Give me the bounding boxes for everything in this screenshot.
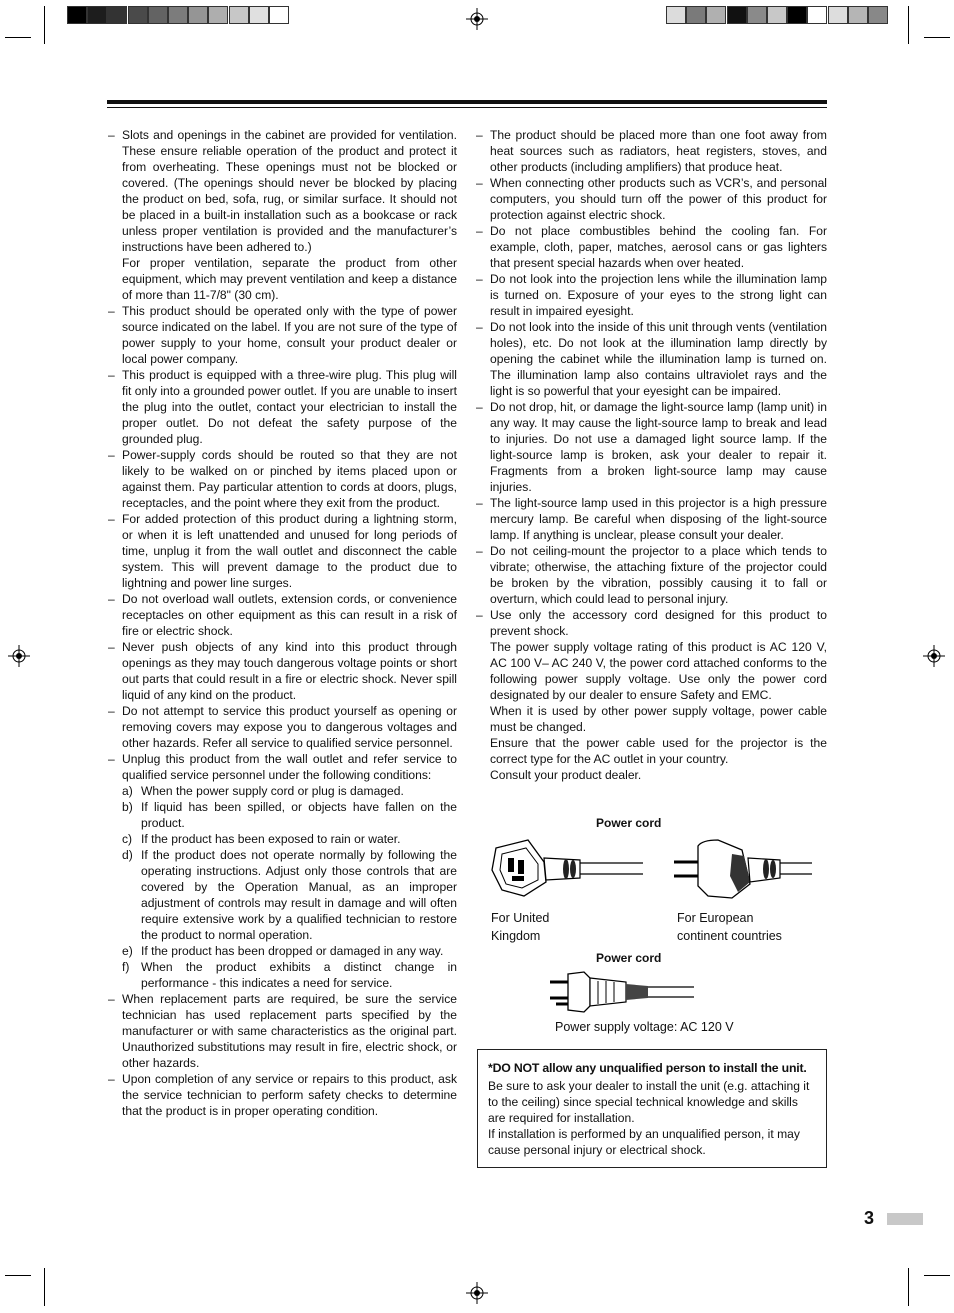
list-item: – Use only the accessory cord designed for this product to prevent shock. (476, 608, 827, 638)
list-item: – Do not drop, hit, or damage the light-source lamp (lamp unit) in any way. It may cause the light-source lamp to break and lead to injuries. Do not use a damaged light source lamp. If the light-source lamp is broken, ask your dealer to repair it. Fragments from a broken light-source lamp may cause injuries. (476, 400, 827, 494)
color-swatch (67, 6, 87, 24)
registration-mark-icon (8, 645, 30, 667)
list-item-continuation: When it is used by other power supply voltage, power cable must be changed. (490, 704, 827, 734)
crop-mark (924, 1275, 950, 1276)
list-item: – Do not place combustibles behind the cooling fan. For example, cloth, paper, matches, aerosol cans or gas lighters that present special hazards when over heated. (476, 224, 827, 270)
registration-mark-icon (923, 645, 945, 667)
crop-mark (908, 1268, 909, 1306)
color-swatch (848, 6, 868, 24)
color-swatch (666, 6, 686, 24)
list-item: – Do not attempt to service this product yourself as opening or removing covers may expose you to dangerous voltages and other hazards. Refer all service to qualified service personnel. (108, 704, 457, 750)
crop-mark (924, 37, 950, 38)
condition-item: d) If the product does not operate normally by following the operating instructions. Adjust only those controls that are covered by the Operation Manual, as an improper adjustment of controls may result in damage and will often require extensive work by a qualified technician to restore the product to normal operation. (122, 848, 457, 942)
list-item: – When connecting other products such as VCR’s, and personal computers, you should turn off the power of this product for protection against electric shock. (476, 176, 827, 222)
power-cord-label: Power cord (596, 951, 662, 965)
page-number-bar (887, 1213, 923, 1225)
list-item: – When replacement parts are required, be sure the service technician has used replacement parts specified by the manufacturer or with same characteristics as the original part. Unauthorized substitutions may result in fire, electric shock, or other hazards. (108, 992, 457, 1070)
color-swatch (107, 6, 127, 24)
color-swatch (767, 6, 787, 24)
registration-mark-icon (466, 1282, 488, 1304)
us-plug-illustration (548, 968, 698, 1016)
color-swatch (208, 6, 228, 24)
color-swatch (128, 6, 148, 24)
color-swatch (828, 6, 848, 24)
list-item: – Power-supply cords should be routed so that they are not likely to be walked on or pinched by items placed upon or against them. Pay particular attention to cords at doors, plugs, receptacles, and the point where they exit from the product. (108, 448, 457, 510)
color-swatch (807, 6, 827, 24)
condition-item: b) If liquid has been spilled, or objects have fallen on the product. (122, 800, 457, 830)
color-swatch (686, 6, 706, 24)
list-item: – Do not ceiling-mount the projector to a place which tends to vibrate; otherwise, the attaching fixture of the projector could be broken by the vibration, possibly causing it to fall or overturn, which could lead to personal injury. (476, 544, 827, 606)
header-rule-thick (107, 100, 827, 104)
crop-mark (5, 1275, 31, 1276)
list-item: – For added protection of this product during a lightning storm, or when it is left unattended and unused for long periods of time, unplug it from the wall outlet and disconnect the cable system. This will prevent damage to the product due to lightning and power line surges. (108, 512, 457, 590)
list-item: – Do not look into the projection lens while the illumination lamp is turned on. Exposure of your eyes to the strong light can result in impaired eyesight. (476, 272, 827, 318)
color-swatch (249, 6, 269, 24)
color-swatch (727, 6, 747, 24)
list-item-continuation: The power supply voltage rating of this product is AC 120 V, AC 100 V– AC 240 V, the power cord attached conforms to the following power supply voltage. Use only the power cord designated by our dealer to ensure Safety and EMC. (490, 640, 827, 702)
condition-item: f) When the product exhibits a distinct change in performance - this indicates a need for service. (122, 960, 457, 990)
eu-plug-illustration (672, 836, 816, 902)
color-swatch (168, 6, 188, 24)
warning-paragraph: If installation is performed by an unqualified person, it may cause personal injury or electrical shock. (488, 1127, 800, 1157)
color-swatch (87, 6, 107, 24)
left-column (108, 127, 457, 1119)
crop-mark (908, 6, 909, 44)
list-item: – The product should be placed more than one foot away from heat sources such as radiators, heat registers, stoves, and other products (including amplifiers) that produce heat. (476, 128, 827, 174)
uk-plug-illustration (488, 836, 648, 902)
uk-caption-line2: Kingdom (491, 929, 541, 943)
list-item: – Never push objects of any kind into this product through openings as they may touch dangerous voltage points or short out parts that could result in a fire or electric shock. Never spill liquid of any kind on the product. (108, 640, 457, 702)
color-swatch (229, 6, 249, 24)
color-swatch (188, 6, 208, 24)
registration-mark-icon (466, 8, 488, 30)
page-number: 3 (864, 1208, 875, 1228)
color-swatch (868, 6, 888, 24)
list-item: – Unplug this product from the wall outlet and refer service to qualified service personnel under the following conditions: (108, 752, 457, 782)
crop-mark (44, 1268, 45, 1306)
list-item-continuation: For proper ventilation, separate the product from other equipment, which may prevent ventilation and keep a distance of more than 11-7/8" (30 cm). (122, 256, 457, 302)
crop-mark (44, 6, 45, 44)
header-rule-thin (107, 107, 827, 108)
eu-caption-line2: continent countries (677, 929, 782, 943)
crop-mark (5, 37, 31, 38)
installation-warning-box (477, 1049, 827, 1168)
power-cord-label: Power cord (596, 816, 662, 830)
list-item: – Upon completion of any service or repairs to this product, ask the service technician to perform safety checks to determine that the product is in proper operating condition. (108, 1072, 457, 1118)
list-item: – Do not overload wall outlets, extension cords, or convenience receptacles on other equipment as this can result in a risk of fire or electric shock. (108, 592, 457, 638)
color-swatch (787, 6, 807, 24)
warning-title: *DO NOT allow any unqualified person to install the unit. (488, 1061, 807, 1075)
condition-item: a) When the power supply cord or plug is damaged. (122, 784, 404, 798)
list-item: – This product is equipped with a three-wire plug. This plug will fit only into a grounded power outlet. If you are unable to insert the plug into the outlet, contact your electrician to install the proper outlet. Do not defeat the safety purpose of the grounded plug. (108, 368, 457, 446)
list-item-continuation: Consult your product dealer. (490, 768, 642, 782)
us-caption: Power supply voltage: AC 120 V (555, 1020, 734, 1034)
condition-item: e) If the product has been dropped or damaged in any way. (122, 944, 444, 958)
color-swatch (747, 6, 767, 24)
right-column (476, 127, 827, 783)
color-swatch (269, 6, 289, 24)
list-item: – Do not look into the inside of this unit through vents (ventilation holes), etc. Do not look at the illumination lamp directly by opening the cabinet while the illumination lamp is turned on. The illumination lamp also contains ultraviolet rays and the light is so powerful that your eyesight can be impaired. (476, 320, 827, 398)
color-swatch (706, 6, 726, 24)
list-item: – The light-source lamp used in this projector is a high pressure mercury lamp. Be careful when disposing of the light-source lamp. If anything is unclear, please consult your dealer. (476, 496, 827, 542)
list-item: – This product should be operated only with the type of power source indicated on the label. If you are not sure of the type of power supply to your home, consult your product dealer or local power company. (108, 304, 457, 366)
warning-paragraph: Be sure to ask your dealer to install the unit (e.g. attaching it to the ceiling) since special technical knowledge and skills are required for installation. (488, 1079, 810, 1125)
list-item-continuation: Ensure that the power cable used for the projector is the correct type for the AC outlet in your country. (490, 736, 827, 766)
list-item: – Slots and openings in the cabinet are provided for ventilation. These ensure reliable operation of the product and protect it from overheating. These openings must not be blocked or covered. (The openings should never be blocked by placing the product on bed, sofa, rug, or similar surface. It should not be placed in a built-in installation such as a bookcase or rack unless proper ventilation is provided and the manufacturer’s instructions have been adhered to.) (108, 128, 457, 254)
color-swatch (148, 6, 168, 24)
uk-caption-line1: For United (491, 911, 550, 925)
condition-item: c) If the product has been exposed to rain or water. (122, 832, 401, 846)
eu-caption-line1: For European (677, 911, 754, 925)
